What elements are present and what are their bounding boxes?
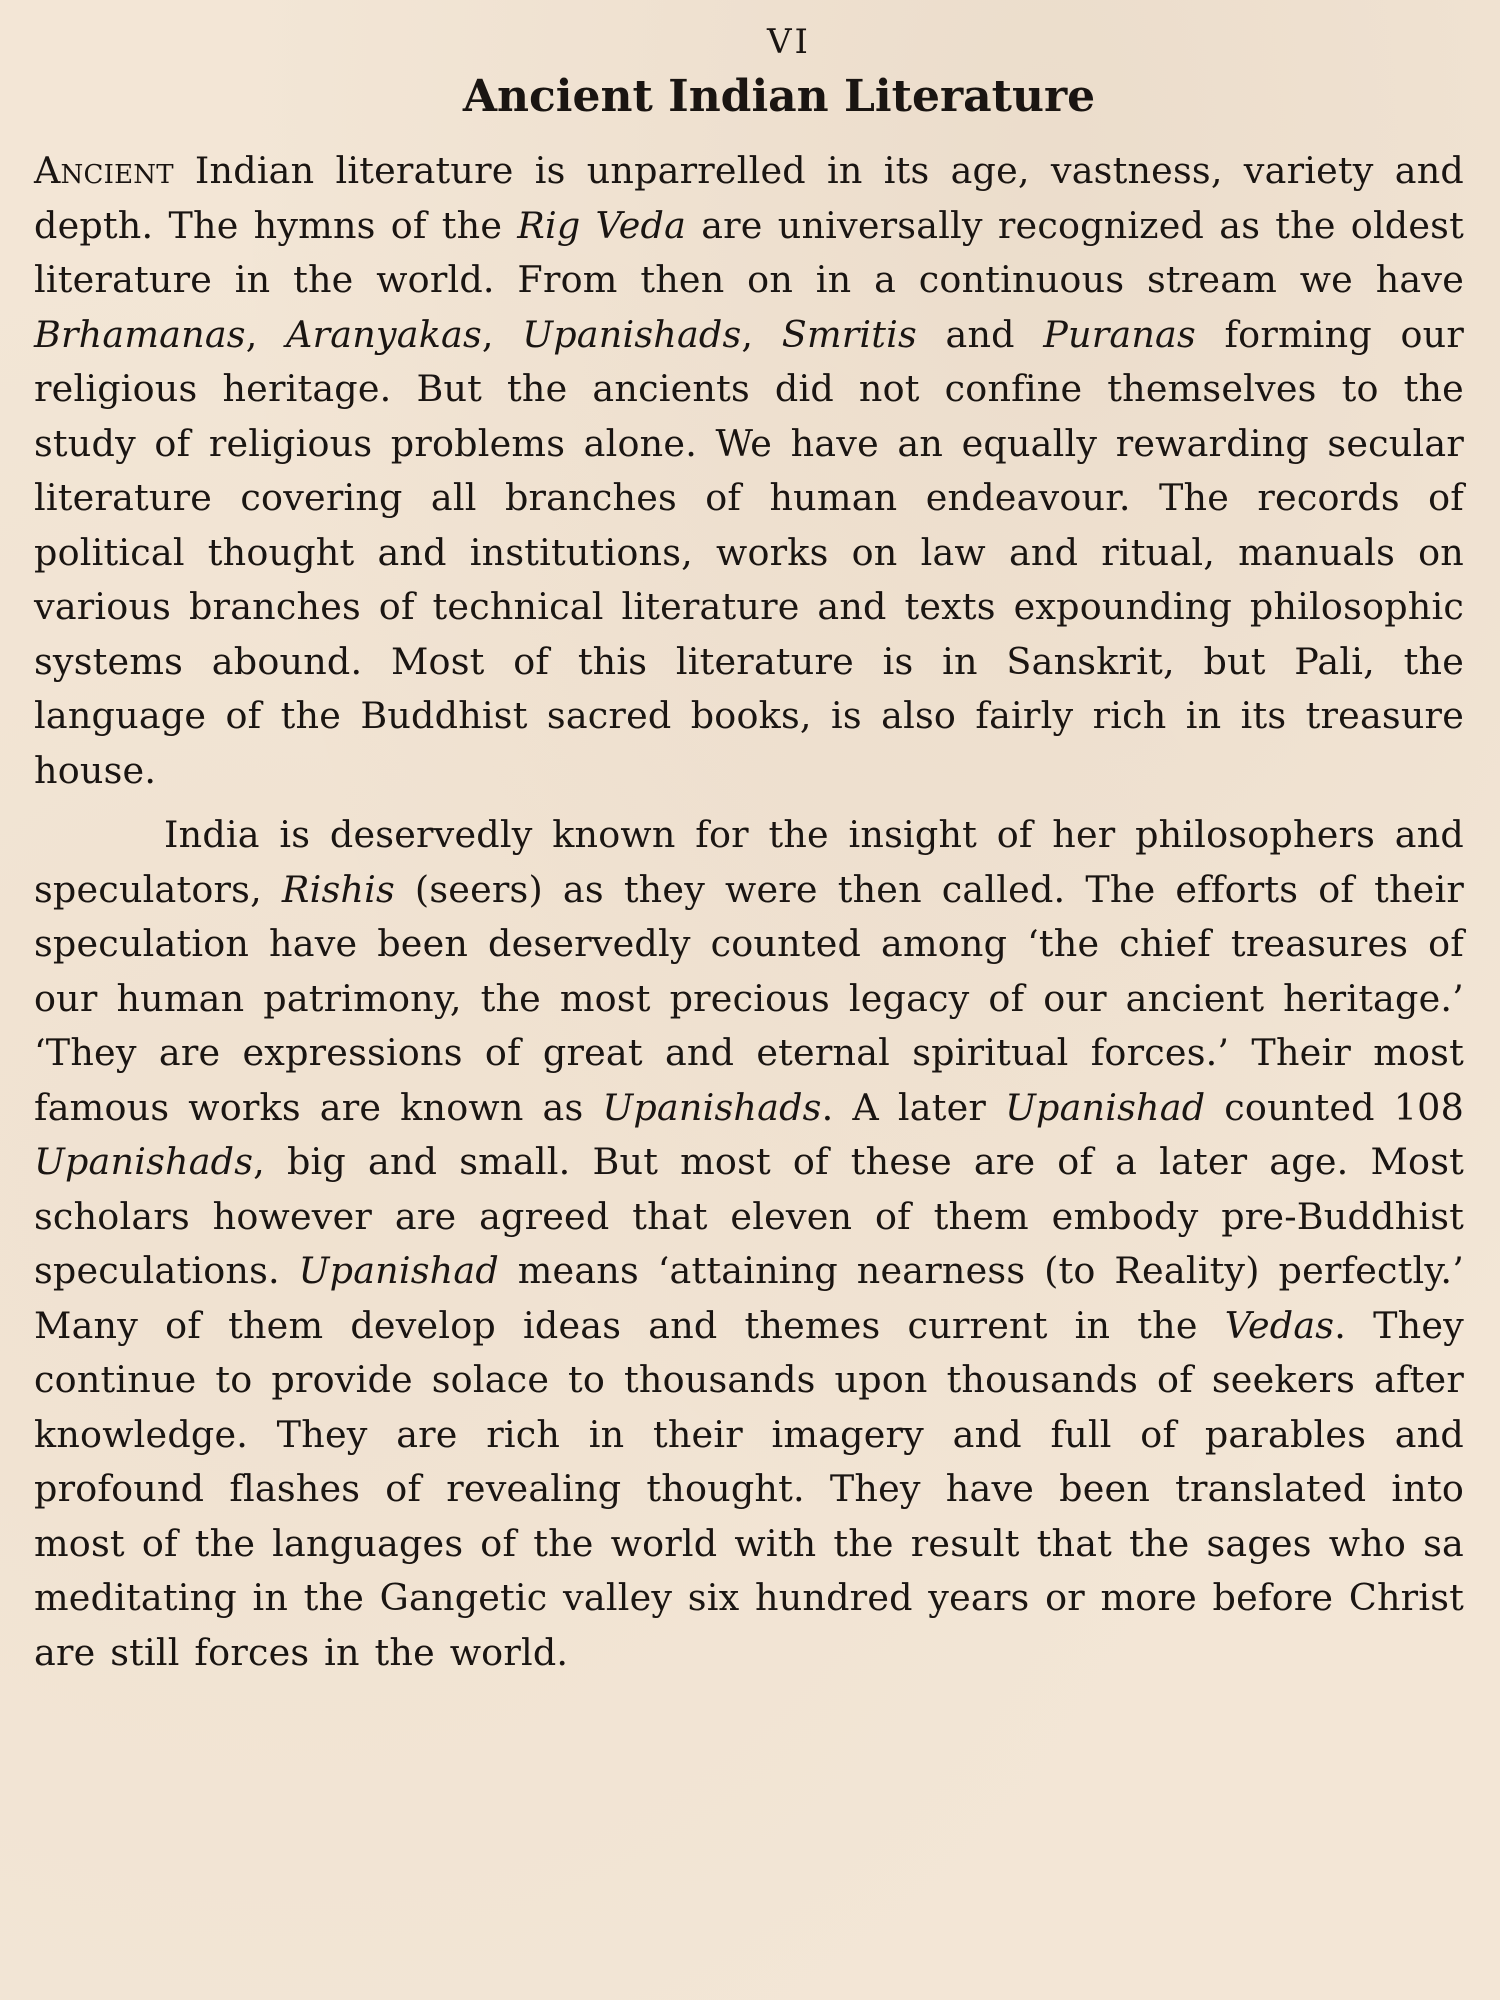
chapter-number: VI <box>767 22 811 62</box>
text-run: means ‘attaining nearness (to Reality) perfectly.’ Many of them develop ideas and themes current in the <box>34 1249 1464 1347</box>
paragraph-1 <box>34 144 1464 798</box>
paragraph-2 <box>34 808 1464 1680</box>
italic-term: Brhamanas <box>34 312 246 356</box>
text-run: Indian literature is unparrelled in its age, vastness, variety and depth. The hymns of the <box>34 149 1464 247</box>
italic-term: Upanishad <box>298 1249 499 1292</box>
italic-term: Smritis <box>781 312 917 356</box>
text-run: , <box>481 312 523 356</box>
text-run: , <box>741 312 782 356</box>
text-run: , <box>245 312 287 356</box>
text-run: are universally recognized as the oldest literature in the world. From then on in a continuous stream we have <box>34 203 1464 301</box>
italic-term: Upanishads <box>602 1085 822 1129</box>
text-run: India is deservedly known for the insight of her philosophers and speculators, <box>34 813 1464 911</box>
italic-term: Vedas <box>1224 1303 1335 1347</box>
italic-term: Rig Veda <box>517 203 687 247</box>
text-run: and <box>916 312 1044 356</box>
text-run: (seers) as they were then called. The efforts of their speculation have been deservedly counted among ‘the chief treasures of our human patrimony, the most precious legacy of our ancient heritage.’ ‘They are expressions of great and eternal spiritual forces.’ Their most famous works are known as <box>34 867 1464 1129</box>
paragraph-lead-word: Ancient <box>34 149 174 192</box>
text-run: , big and small. But most of these are of a later age. Most scholars however are agreed that eleven of them embody pre-Buddhist speculations. <box>34 1140 1464 1292</box>
italic-term: Upanishads <box>522 312 742 356</box>
text-run: . A later <box>821 1085 1006 1129</box>
text-run: counted 108 <box>1205 1085 1465 1129</box>
text-run: . They continue to provide solace to thousands upon thousands of seekers after knowledge. They are rich in their imagery and full of parables and profound flashes of revealing thought. They have been translated into most of the languages of the world with the result that the sages who sa meditating in the Gangetic valley six hundred years or more before Christ are still forces in the world. <box>34 1303 1464 1674</box>
italic-term: Puranas <box>1043 312 1196 356</box>
chapter-title: Ancient Indian Literature <box>462 71 1096 122</box>
text-run: forming our religious heritage. But the ancients did not confine themselves to the study of religious problems alone. We have an equally rewarding secular literature covering all branches of human endeavour. The records of political thought and institutions, works on law and ritual, manuals on various branches of technical literature and texts expounding philosophic systems abound. Most of this literature is in Sanskrit, but Pali, the language of the Buddhist sacred books, is also fairly rich in its treasure house. <box>34 312 1464 792</box>
italic-term: Upanishads <box>34 1140 254 1183</box>
italic-term: Upanishad <box>1005 1085 1206 1129</box>
italic-term: Aranyakas <box>286 312 482 356</box>
italic-term: Rishis <box>281 867 395 911</box>
